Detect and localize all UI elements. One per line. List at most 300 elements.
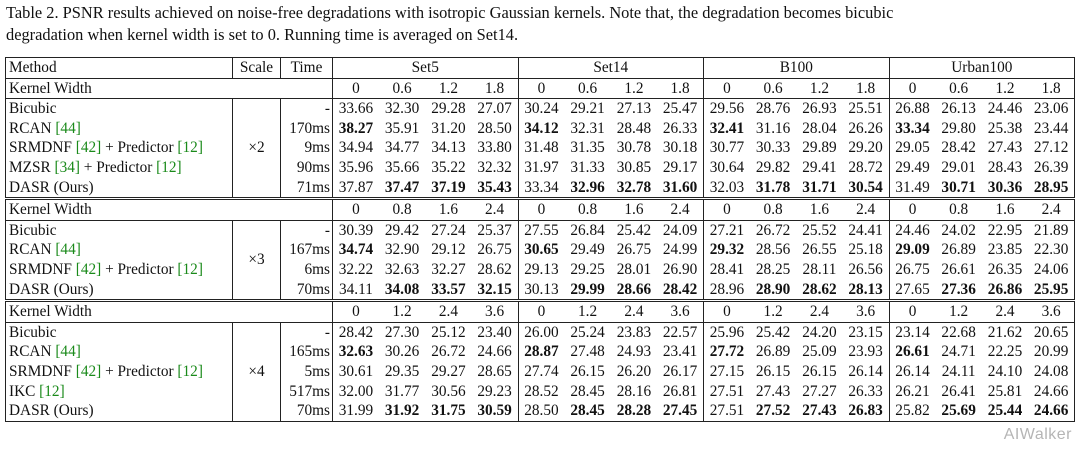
psnr-value: 26.81	[662, 382, 698, 400]
psnr-value: 22.95	[987, 221, 1023, 239]
kernel-width-value: 0	[518, 199, 564, 221]
psnr-value: 28.90	[755, 280, 791, 298]
psnr-value: 31.99	[333, 401, 379, 421]
method-name	[6, 260, 233, 280]
psnr-value: 24.08	[1033, 362, 1069, 380]
psnr-value: 25.47	[662, 100, 698, 118]
kernel-width-value: 0	[333, 78, 379, 99]
method-suffix: + Predictor	[79, 158, 157, 176]
kernel-width-row	[6, 301, 1075, 323]
kernel-width-label: Kernel Width	[6, 78, 333, 99]
psnr-value: 25.09	[802, 343, 837, 361]
kernel-width-value: 0	[518, 301, 564, 323]
psnr-value: 31.60	[662, 178, 698, 196]
psnr-value: 26.83	[848, 402, 883, 420]
table-row	[6, 240, 1075, 260]
psnr-value: 26.61	[889, 342, 935, 362]
psnr-value: 26.89	[941, 241, 976, 259]
psnr-value: 31.49	[889, 178, 935, 199]
kernel-width-value: 0.8	[564, 199, 610, 221]
psnr-value: 28.45	[570, 402, 605, 420]
psnr-value: 28.50	[477, 119, 512, 137]
method-name	[6, 158, 233, 178]
method-name	[6, 382, 233, 402]
table-row	[6, 342, 1075, 362]
psnr-value: 35.22	[431, 158, 466, 176]
kernel-width-value: 1.8	[843, 78, 889, 99]
kernel-width-value: 1.6	[611, 199, 657, 221]
psnr-value: 35.91	[384, 119, 420, 137]
psnr-value: 27.07	[477, 100, 512, 118]
psnr-value: 26.41	[941, 382, 976, 400]
psnr-value: 25.96	[704, 322, 750, 342]
psnr-value: 26.33	[662, 119, 698, 137]
time-cell: 71ms	[281, 178, 333, 199]
psnr-value: 24.66	[477, 343, 512, 361]
psnr-value: 27.51	[704, 401, 750, 421]
time-cell: -	[281, 99, 333, 119]
psnr-value: 32.00	[333, 382, 379, 402]
psnr-value: 30.33	[755, 139, 791, 157]
psnr-value: 31.35	[570, 139, 605, 157]
psnr-value: 26.21	[889, 382, 935, 402]
kernel-width-value: 1.2	[982, 78, 1028, 99]
psnr-value: 27.55	[518, 220, 564, 240]
psnr-value: 24.66	[1033, 382, 1069, 400]
psnr-value: 28.04	[802, 119, 837, 137]
psnr-value: 27.65	[889, 280, 935, 301]
kernel-width-value: 1.2	[564, 301, 610, 323]
method-label: RCAN	[9, 241, 56, 259]
time-cell: 70ms	[281, 280, 333, 301]
table-row	[6, 322, 1075, 342]
psnr-value: 28.16	[616, 382, 652, 400]
time-cell: -	[281, 220, 333, 240]
psnr-value: 26.33	[848, 382, 883, 400]
time-cell: 167ms	[281, 240, 333, 260]
citation-link[interactable]: [42]	[75, 362, 102, 380]
citation-link[interactable]: [44]	[55, 343, 81, 361]
method-suffix: + Predictor	[101, 362, 178, 380]
scale-cell: ×3	[233, 220, 281, 300]
citation-link[interactable]: [44]	[55, 119, 81, 137]
psnr-value: 30.65	[518, 240, 564, 260]
watermark: AIWalker	[1003, 426, 1072, 443]
psnr-value: 23.83	[616, 323, 652, 341]
method-label: IKC	[9, 382, 40, 400]
time-cell: 9ms	[281, 138, 333, 158]
psnr-value: 26.56	[848, 260, 883, 278]
psnr-value: 23.41	[662, 343, 698, 361]
kernel-width-value: 0	[889, 199, 935, 221]
method-suffix: + Predictor	[101, 260, 178, 278]
header-time: Time	[281, 58, 333, 79]
kernel-width-value: 0.6	[935, 78, 981, 99]
psnr-value: 38.27	[333, 119, 379, 139]
kernel-width-value: 0.8	[750, 199, 796, 221]
psnr-value: 31.20	[431, 119, 466, 137]
scale-cell: ×4	[233, 322, 281, 421]
psnr-value: 28.72	[848, 158, 883, 176]
psnr-value: 32.96	[570, 178, 605, 196]
table-row	[6, 178, 1075, 199]
psnr-value: 29.20	[848, 139, 883, 157]
psnr-value: 29.09	[889, 240, 935, 260]
psnr-value: 31.16	[755, 119, 791, 137]
time-cell: 90ms	[281, 158, 333, 178]
method-name	[6, 99, 233, 119]
kernel-width-value: 0.6	[379, 78, 425, 99]
psnr-value: 27.12	[1033, 139, 1069, 157]
kernel-width-value: 1.2	[425, 78, 471, 99]
psnr-value: 24.20	[802, 323, 837, 341]
scale-cell: ×2	[233, 99, 281, 199]
psnr-value: 28.13	[848, 280, 883, 298]
table-row	[6, 382, 1075, 402]
method-label: SRMDNF	[9, 260, 76, 278]
header-method: Method	[6, 58, 233, 79]
psnr-value: 24.46	[889, 220, 935, 240]
psnr-value: 23.44	[1033, 119, 1069, 137]
kernel-width-value: 3.6	[472, 301, 518, 323]
citation-link[interactable]: [42]	[75, 260, 102, 278]
psnr-value: 35.43	[477, 178, 512, 196]
psnr-value: 26.75	[477, 241, 512, 259]
psnr-value: 25.24	[570, 323, 605, 341]
psnr-value: 33.80	[477, 139, 512, 157]
psnr-value: 27.30	[384, 323, 420, 341]
kernel-width-value: 0.6	[564, 78, 610, 99]
psnr-value: 28.62	[802, 280, 837, 298]
kernel-width-value: 0	[333, 301, 379, 323]
psnr-value: 28.43	[987, 158, 1023, 176]
method-name	[6, 178, 233, 199]
kernel-width-value: 2.4	[796, 301, 842, 323]
citation-link[interactable]: [12]	[177, 362, 203, 380]
psnr-value: 23.93	[848, 343, 883, 361]
psnr-value: 28.95	[1033, 178, 1069, 196]
caption-line-1: Table 2. PSNR results achieved on noise-free degradations with isotropic Gaussian kernels. Note that, the degradation becomes bicubic	[6, 3, 894, 22]
kernel-width-value: 3.6	[1028, 301, 1074, 323]
kernel-width-label: Kernel Width	[6, 199, 333, 221]
psnr-value: 31.71	[802, 178, 837, 196]
psnr-value: 37.19	[431, 178, 466, 196]
psnr-value: 26.35	[987, 260, 1023, 278]
psnr-value: 28.50	[518, 401, 564, 421]
psnr-value: 23.40	[477, 323, 512, 341]
time-cell: 5ms	[281, 362, 333, 382]
table-row	[6, 280, 1075, 301]
psnr-value: 26.20	[616, 362, 652, 380]
psnr-value: 27.15	[704, 362, 750, 382]
kernel-width-value: 1.2	[796, 78, 842, 99]
psnr-value: 30.59	[477, 402, 512, 420]
kernel-width-value: 0	[704, 199, 750, 221]
psnr-value: 29.89	[802, 139, 837, 157]
table-row	[6, 119, 1075, 139]
kernel-width-value: 0	[333, 199, 379, 221]
psnr-value: 29.99	[570, 280, 605, 298]
psnr-value: 26.72	[431, 343, 466, 361]
header-scale: Scale	[233, 58, 281, 79]
psnr-value: 28.25	[755, 260, 791, 278]
kernel-width-value: 1.8	[657, 78, 703, 99]
psnr-value: 26.14	[889, 362, 935, 382]
psnr-value: 25.82	[889, 401, 935, 421]
table-row	[6, 401, 1075, 421]
kernel-width-value: 0	[518, 78, 564, 99]
psnr-value: 29.35	[384, 362, 420, 380]
kernel-width-value: 0.8	[379, 199, 425, 221]
psnr-value: 26.84	[570, 221, 605, 239]
method-name	[6, 280, 233, 301]
psnr-value: 30.85	[616, 158, 652, 176]
psnr-value: 32.30	[384, 100, 420, 118]
method-label: Bicubic	[9, 100, 57, 118]
header-row	[6, 58, 1075, 79]
citation-link[interactable]: [42]	[75, 139, 102, 157]
psnr-value: 22.68	[941, 323, 976, 341]
psnr-value: 24.02	[941, 221, 976, 239]
psnr-value: 22.25	[987, 343, 1023, 361]
kernel-width-value: 2.4	[611, 301, 657, 323]
psnr-value: 27.43	[802, 402, 837, 420]
psnr-value: 31.78	[755, 178, 791, 196]
psnr-value: 25.81	[987, 382, 1023, 400]
kernel-width-value: 3.6	[657, 301, 703, 323]
psnr-value: 28.42	[662, 280, 698, 298]
kernel-width-value: 2.4	[982, 301, 1028, 323]
psnr-value: 26.75	[889, 260, 935, 280]
method-name	[6, 138, 233, 158]
psnr-value: 20.65	[1033, 323, 1069, 341]
psnr-value: 23.06	[1033, 100, 1069, 118]
psnr-value: 33.57	[431, 280, 466, 298]
psnr-value: 28.42	[333, 322, 379, 342]
psnr-value: 25.51	[848, 100, 883, 118]
psnr-value: 33.34	[518, 178, 564, 199]
psnr-value: 31.33	[570, 158, 605, 176]
psnr-value: 27.43	[987, 139, 1023, 157]
citation-link[interactable]: [12]	[156, 158, 182, 176]
method-name	[6, 342, 233, 362]
psnr-value: 25.52	[802, 221, 837, 239]
psnr-value: 34.11	[333, 280, 379, 301]
psnr-value: 37.47	[384, 178, 420, 196]
kernel-width-label: Kernel Width	[6, 301, 333, 323]
psnr-value: 32.03	[704, 178, 750, 199]
psnr-value: 24.10	[987, 362, 1023, 380]
psnr-value: 28.28	[616, 402, 652, 420]
method-label: Bicubic	[9, 323, 57, 341]
psnr-value: 26.75	[616, 241, 652, 259]
psnr-value: 34.13	[431, 139, 466, 157]
kernel-width-value: 0	[889, 78, 935, 99]
psnr-value: 27.13	[616, 100, 652, 118]
method-label: RCAN	[9, 119, 56, 137]
psnr-value: 25.12	[431, 323, 466, 341]
psnr-value: 30.54	[848, 178, 883, 196]
kernel-width-value: 0	[704, 78, 750, 99]
header-dataset-urban100: Urban100	[889, 58, 1075, 79]
psnr-value: 26.15	[802, 362, 837, 380]
kernel-width-value: 3.6	[843, 301, 889, 323]
psnr-value: 24.66	[1033, 402, 1069, 420]
citation-link[interactable]: [44]	[55, 241, 81, 259]
psnr-value: 24.99	[662, 241, 698, 259]
psnr-value: 26.72	[755, 221, 791, 239]
psnr-value: 26.00	[518, 322, 564, 342]
psnr-value: 26.15	[570, 362, 605, 380]
psnr-value: 25.95	[1033, 280, 1069, 298]
psnr-value: 32.63	[384, 260, 420, 278]
psnr-value: 30.36	[987, 178, 1023, 196]
psnr-value: 22.57	[662, 323, 698, 341]
psnr-value: 29.49	[889, 158, 935, 178]
psnr-value: 32.27	[431, 260, 466, 278]
psnr-value: 27.48	[570, 343, 605, 361]
kernel-width-value: 1.2	[935, 301, 981, 323]
psnr-value: 32.63	[333, 342, 379, 362]
table-row	[6, 220, 1075, 240]
psnr-value: 28.65	[477, 362, 512, 380]
method-label: Bicubic	[9, 221, 57, 239]
kernel-width-row	[6, 78, 1075, 99]
header-dataset-b100: B100	[704, 58, 890, 79]
psnr-value: 31.77	[384, 382, 420, 400]
kernel-width-value: 1.2	[379, 301, 425, 323]
psnr-value: 30.13	[518, 280, 564, 301]
psnr-value: 27.27	[802, 382, 837, 400]
psnr-value: 30.26	[384, 343, 420, 361]
kernel-width-value: 1.6	[796, 199, 842, 221]
psnr-value: 26.89	[755, 343, 791, 361]
psnr-value: 30.64	[704, 158, 750, 178]
psnr-value: 26.15	[755, 362, 791, 380]
citation-link[interactable]: [12]	[177, 139, 203, 157]
psnr-value: 24.06	[1033, 260, 1069, 278]
psnr-value: 29.05	[889, 138, 935, 158]
psnr-value: 29.32	[704, 240, 750, 260]
psnr-value: 24.11	[941, 362, 976, 380]
psnr-value: 34.12	[518, 119, 564, 139]
kernel-width-value: 2.4	[472, 199, 518, 221]
psnr-value: 24.46	[987, 100, 1023, 118]
psnr-value: 26.17	[662, 362, 698, 380]
psnr-value: 30.56	[431, 382, 466, 400]
psnr-value: 21.89	[1033, 221, 1069, 239]
psnr-value: 28.48	[616, 119, 652, 137]
kernel-width-value: 1.6	[982, 199, 1028, 221]
psnr-value: 24.71	[941, 343, 976, 361]
psnr-value: 28.01	[616, 260, 652, 278]
psnr-value: 29.49	[570, 241, 605, 259]
psnr-value: 28.56	[755, 241, 791, 259]
psnr-value: 27.52	[755, 402, 791, 420]
table-row	[6, 158, 1075, 178]
psnr-value: 28.87	[518, 342, 564, 362]
psnr-value: 27.74	[518, 362, 564, 382]
method-name	[6, 362, 233, 382]
kernel-width-value: 1.8	[1028, 78, 1074, 99]
kernel-width-value: 1.8	[472, 78, 518, 99]
psnr-value: 29.13	[518, 260, 564, 280]
psnr-value: 25.18	[848, 241, 883, 259]
psnr-value: 32.41	[704, 119, 750, 139]
psnr-value: 28.52	[518, 382, 564, 402]
psnr-value: 25.44	[987, 402, 1023, 420]
citation-link[interactable]: [34]	[54, 158, 80, 176]
method-name	[6, 240, 233, 260]
psnr-value: 31.75	[431, 402, 466, 420]
caption-line-2: degradation when kernel width is set to 0. Running time is averaged on Set14.	[6, 25, 519, 44]
psnr-value: 35.96	[333, 158, 379, 178]
method-label: DASR (Ours)	[9, 402, 94, 420]
psnr-value: 28.62	[477, 260, 512, 278]
psnr-value: 29.27	[431, 362, 466, 380]
kernel-width-value: 0.6	[750, 78, 796, 99]
psnr-value: 21.62	[987, 323, 1023, 341]
method-name	[6, 322, 233, 342]
time-cell: 70ms	[281, 401, 333, 421]
method-label: SRMDNF	[9, 139, 76, 157]
psnr-value: 28.11	[802, 260, 837, 278]
psnr-value: 29.12	[431, 241, 466, 259]
table-row	[6, 362, 1075, 382]
psnr-value: 32.90	[384, 241, 420, 259]
psnr-value: 30.39	[333, 220, 379, 240]
psnr-value: 23.14	[889, 322, 935, 342]
kernel-width-value: 2.4	[843, 199, 889, 221]
psnr-value: 34.08	[384, 280, 420, 298]
psnr-value: 27.43	[755, 382, 791, 400]
method-label: SRMDNF	[9, 362, 76, 380]
psnr-value: 30.77	[704, 138, 750, 158]
psnr-value: 26.88	[889, 99, 935, 119]
time-cell: 165ms	[281, 342, 333, 362]
psnr-value: 24.93	[616, 343, 652, 361]
kernel-width-value: 0	[704, 301, 750, 323]
psnr-value: 26.14	[848, 362, 883, 380]
table-body	[6, 58, 1075, 422]
citation-link[interactable]: [12]	[177, 260, 203, 278]
citation-link[interactable]: [12]	[39, 382, 65, 400]
psnr-value: 24.41	[848, 221, 883, 239]
psnr-value: 34.94	[333, 138, 379, 158]
psnr-value: 35.66	[384, 158, 420, 176]
psnr-value: 33.66	[333, 99, 379, 119]
kernel-width-value: 1.6	[425, 199, 471, 221]
method-name	[6, 119, 233, 139]
time-cell: 517ms	[281, 382, 333, 402]
kernel-width-value: 0.8	[935, 199, 981, 221]
psnr-value: 23.15	[848, 323, 883, 341]
psnr-value: 31.97	[518, 158, 564, 178]
psnr-value: 25.69	[941, 402, 976, 420]
psnr-value: 26.93	[802, 100, 837, 118]
psnr-value: 25.37	[477, 221, 512, 239]
header-dataset-set14: Set14	[518, 58, 704, 79]
psnr-value: 27.36	[941, 280, 976, 298]
kernel-width-value: 2.4	[425, 301, 471, 323]
psnr-value: 29.42	[384, 221, 420, 239]
psnr-value: 28.42	[941, 139, 976, 157]
psnr-value: 26.39	[1033, 158, 1069, 176]
kernel-width-row	[6, 199, 1075, 221]
psnr-value: 29.80	[941, 119, 976, 137]
psnr-value: 28.66	[616, 280, 652, 298]
psnr-value: 34.74	[333, 240, 379, 260]
